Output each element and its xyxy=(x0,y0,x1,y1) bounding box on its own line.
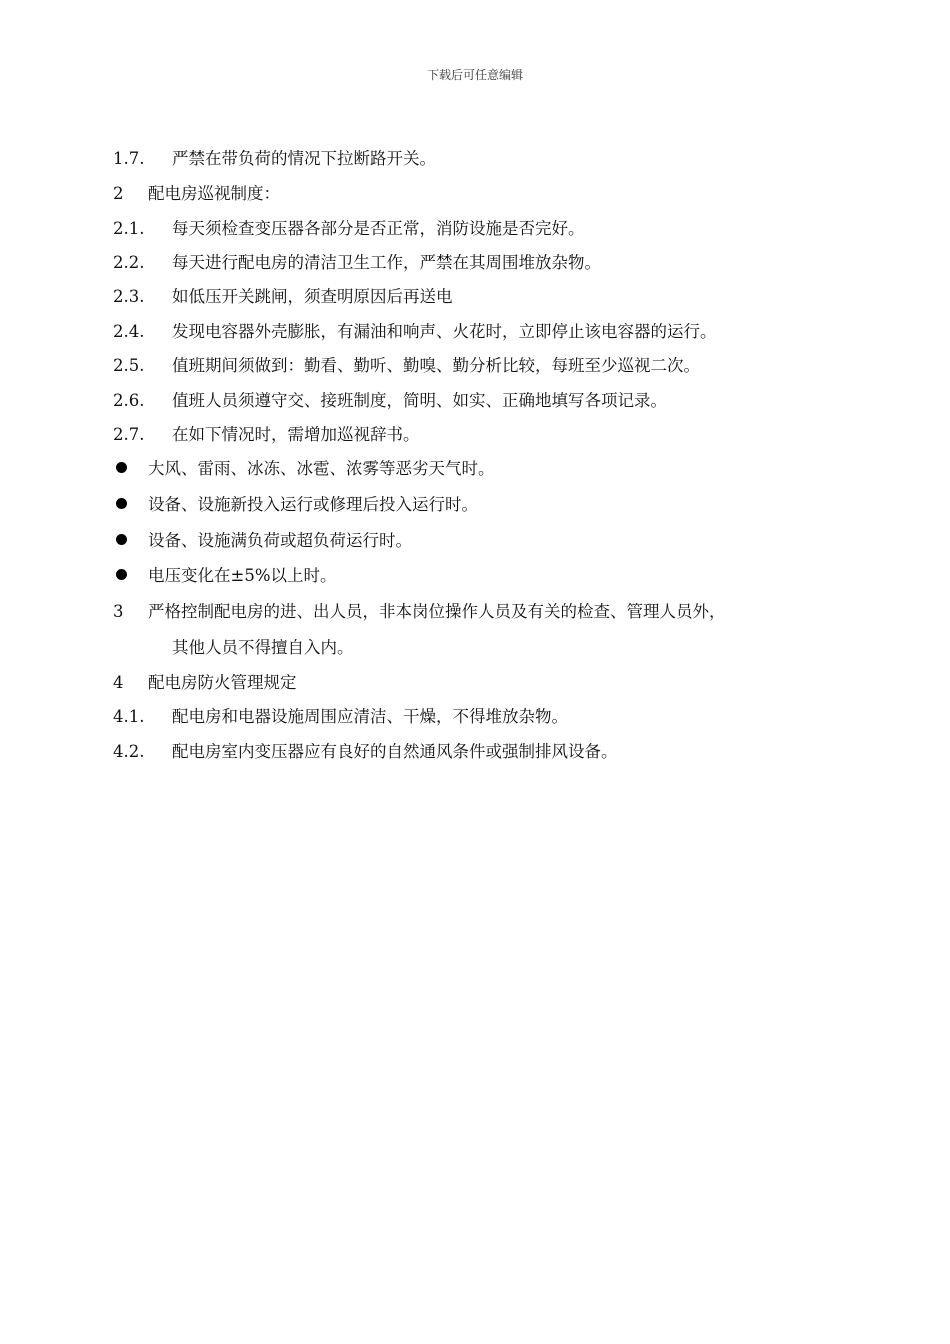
section-heading xyxy=(113,672,297,694)
list-item xyxy=(113,218,585,240)
item-number: 2.2. xyxy=(113,253,145,272)
item-text: 配电房和电器设施周围应清洁、干燥，不得堆放杂物。 xyxy=(172,707,568,726)
item-text: 发现电容器外壳膨胀，有漏油和响声、火花时，立即停止该电容器的运行。 xyxy=(172,322,717,341)
list-item xyxy=(113,390,667,412)
bullet-text: 大风、雷雨、冰冻、冰雹、浓雾等恶劣天气时。 xyxy=(148,459,495,478)
item-text: 每天须检查变压器各部分是否正常，消防设施是否完好。 xyxy=(172,219,585,238)
item-number: 3 xyxy=(113,602,124,621)
item-number: 2.7. xyxy=(113,425,145,444)
bullet-text: 设备、设施新投入运行或修理后投入运行时。 xyxy=(148,495,478,514)
item-text: 值班人员须遵守交、接班制度，简明、如实、正确地填写各项记录。 xyxy=(172,391,667,410)
section-heading xyxy=(113,601,726,623)
item-number: 2.5. xyxy=(113,356,145,375)
item-number: 4.1. xyxy=(113,707,145,726)
list-item xyxy=(113,355,700,377)
bullet-dot-icon xyxy=(116,462,127,473)
item-text: 配电房巡视制度： xyxy=(148,184,280,203)
list-item xyxy=(113,424,420,446)
bullet-dot-icon xyxy=(116,569,127,580)
item-text: 每天进行配电房的清洁卫生工作，严禁在其周围堆放杂物。 xyxy=(172,253,601,272)
item-number: 2 xyxy=(113,184,124,203)
bullet-dot-icon xyxy=(116,534,127,545)
item-text: 配电房室内变压器应有良好的自然通风条件或强制排风设备。 xyxy=(172,742,618,761)
item-text: 在如下情况时，需增加巡视辞书。 xyxy=(172,425,420,444)
item-text: 其他人员不得擅自入内。 xyxy=(172,638,354,657)
list-item xyxy=(113,148,436,170)
item-number: 2.1. xyxy=(113,219,145,238)
item-number: 1.7. xyxy=(113,149,145,168)
list-item xyxy=(113,321,717,343)
bullet-text: 设备、设施满负荷或超负荷运行时。 xyxy=(148,531,412,550)
list-item xyxy=(113,286,453,308)
item-number: 4.2. xyxy=(113,742,145,761)
item-text: 严格控制配电房的进、出人员，非本岗位操作人员及有关的检查、管理人员外， xyxy=(148,602,726,621)
item-number: 2.6. xyxy=(113,391,145,410)
item-text: 严禁在带负荷的情况下拉断路开关。 xyxy=(172,149,436,168)
page-header-note: 下载后可任意编辑 xyxy=(426,68,523,82)
list-item xyxy=(113,252,601,274)
item-text: 如低压开关跳闸，须查明原因后再送电 xyxy=(172,287,453,306)
item-text: 配电房防火管理规定 xyxy=(148,673,297,692)
item-number: 2.4. xyxy=(113,322,145,341)
item-text: 值班期间须做到：勤看、勤听、勤嗅、勤分析比较，每班至少巡视二次。 xyxy=(172,356,700,375)
bullet-text: 电压变化在±5%以上时。 xyxy=(148,566,337,585)
section-heading xyxy=(113,183,280,205)
item-number: 4 xyxy=(113,673,124,692)
bullet-dot-icon xyxy=(116,498,127,509)
list-item xyxy=(113,706,568,728)
list-item xyxy=(113,741,618,763)
item-number: 2.3. xyxy=(113,287,145,306)
